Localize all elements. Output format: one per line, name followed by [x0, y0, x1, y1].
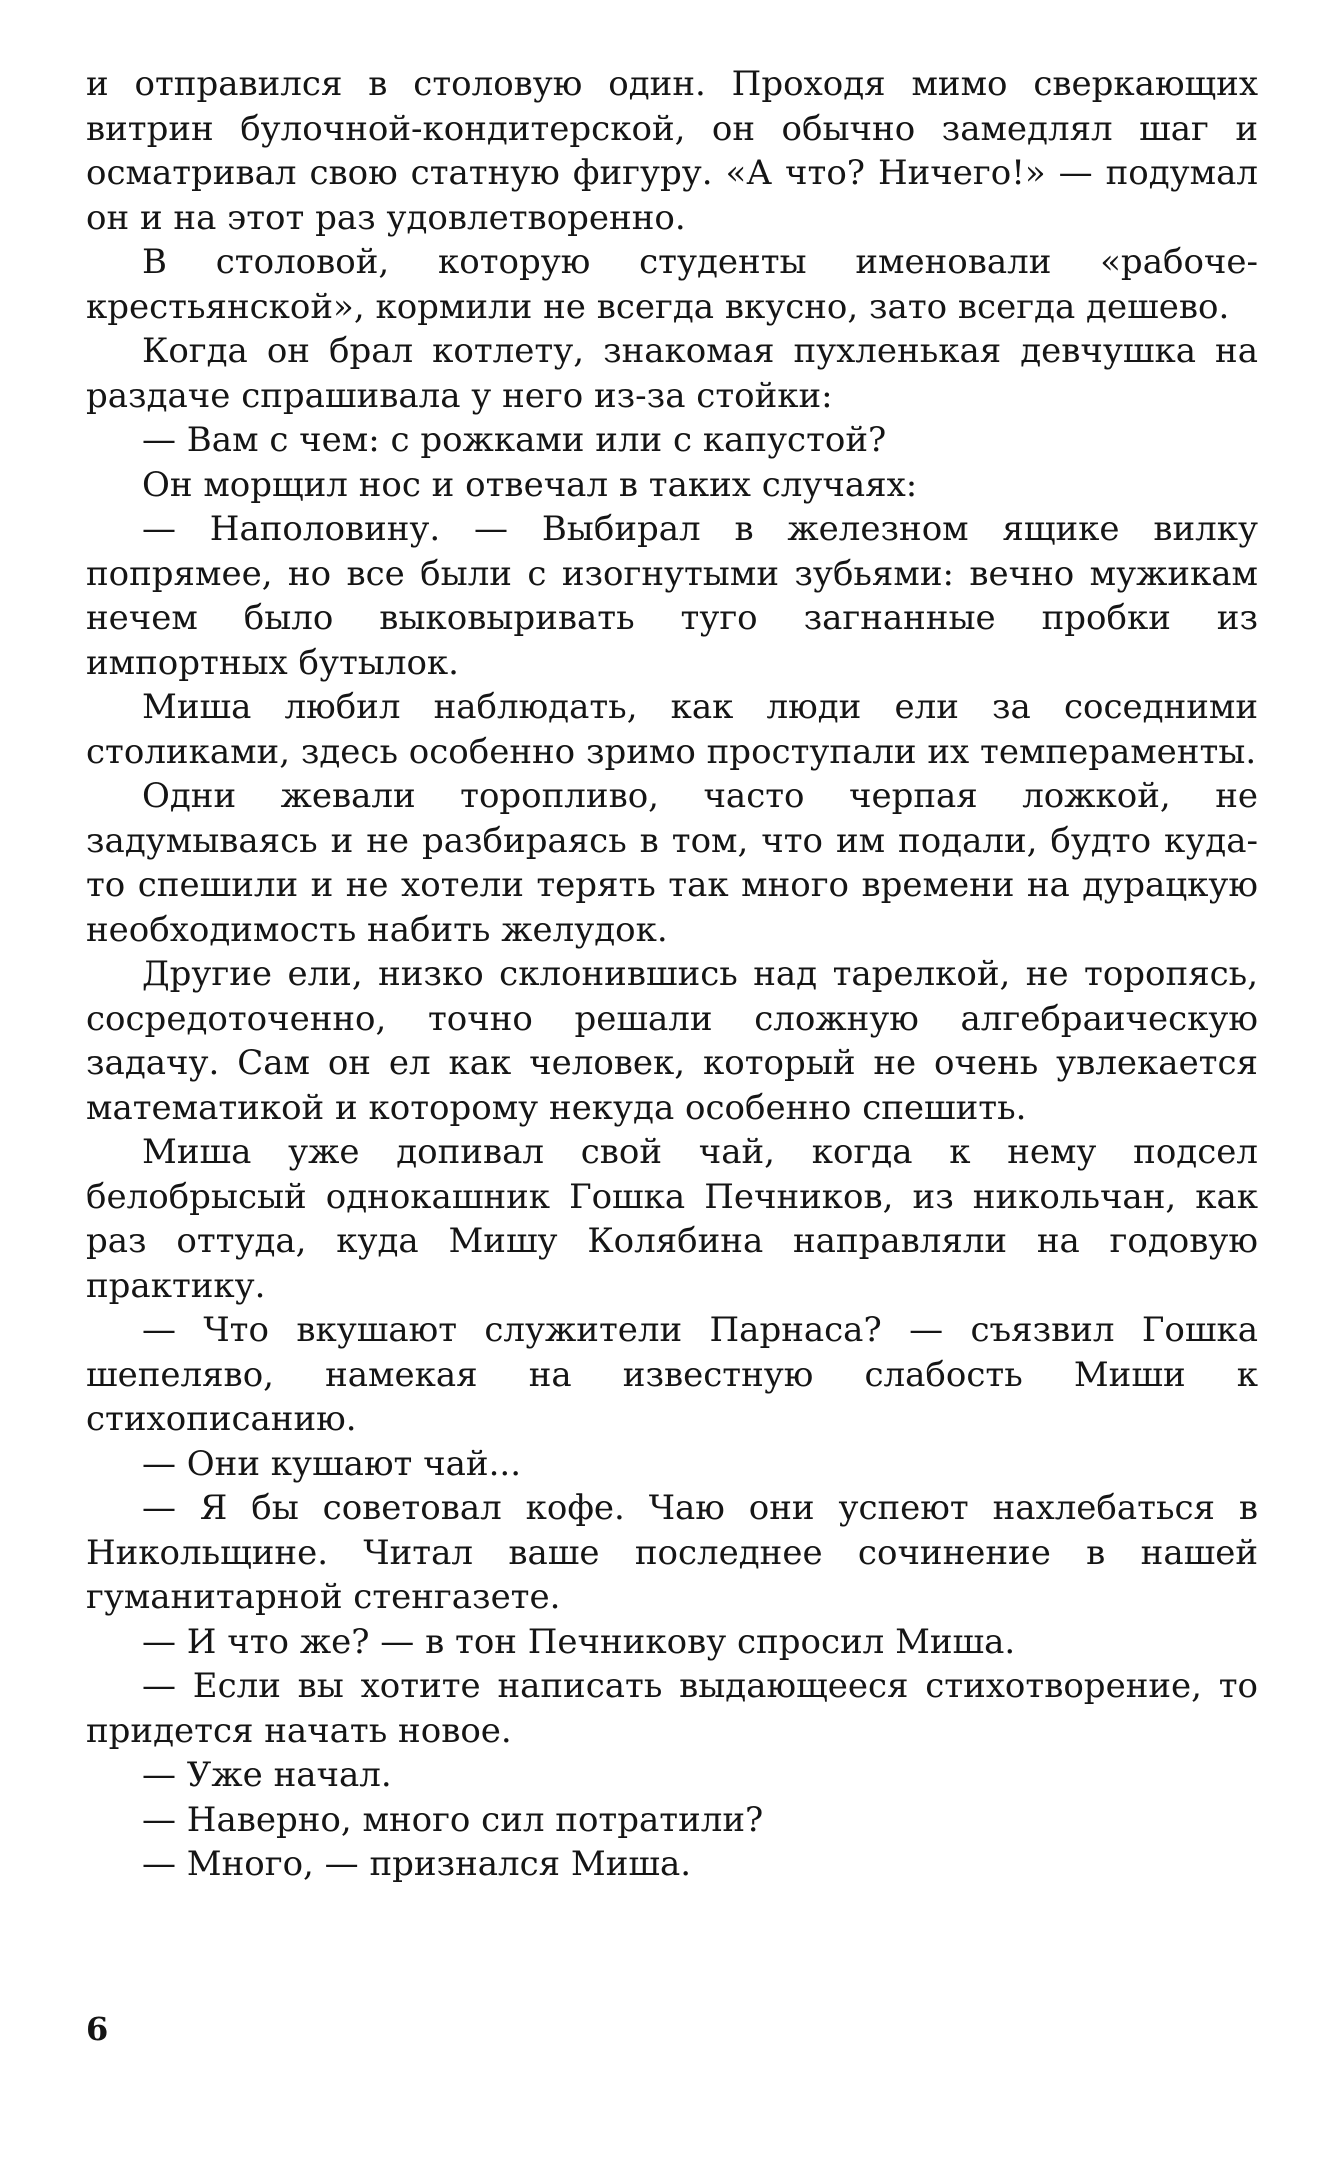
- paragraph: Он морщил нос и отвечал в таких случаях:: [142, 464, 918, 505]
- dialogue-line: — Я бы советовал кофе. Чаю они успеют нахлебаться в Никольщине. Читал ваше последнее сочинение в нашей гуманитарной стенгазете.: [86, 1488, 1258, 1617]
- paragraph: и отправился в столовую один. Проходя мимо сверкающих витрин булочной-кондитерской, он обычно замедлял шаг и осматривал свою статную фигуру. «А что? Ничего!» — подумал он и на этот раз удовлетворенно.: [86, 64, 1258, 238]
- paragraph: В столовой, которую студенты именовали «рабоче-крестьянской», кормили не всегда вкусно, зато всегда дешево.: [86, 242, 1258, 327]
- dialogue-line: — Что вкушают служители Парнаса? — съязвил Гошка шепеляво, намекая на известную слабость Миши к стихописанию.: [86, 1310, 1258, 1439]
- dialogue-line: — Наполовину. — Выбирал в железном ящике вилку попрямее, но все были с изогнутыми зубьями: вечно мужикам нечем было выковыривать туго загнанные пробки из импортных бутылок.: [86, 509, 1258, 683]
- dialogue-line: — Наверно, много сил потратили?: [142, 1799, 764, 1840]
- dialogue-line: — Вам с чем: с рожками или с капустой?: [142, 420, 887, 460]
- dialogue-line: — Много, — признался Миша.: [142, 1844, 692, 1884]
- paragraph: Когда он брал котлету, знакомая пухленькая девчушка на раздаче спрашивала у него из-за стойки:: [86, 331, 1258, 416]
- paragraph: Другие ели, низко склонившись над тарелкой, не торопясь, сосредоточенно, точно решали сложную алгебраическую задачу. Сам он ел как человек, который не очень увлекается математикой и которому некуда особенно спешить.: [86, 954, 1258, 1128]
- dialogue-line: — Если вы хотите написать выдающееся стихотворение, то придется начать новое.: [86, 1666, 1258, 1751]
- paragraph: Миша уже допивал свой чай, когда к нему подсел белобрысый однокашник Гошка Печников, из никольчан, как раз оттуда, куда Мишу Колябина направляли на годовую практику.: [86, 1132, 1258, 1306]
- dialogue-line: — Они кушают чай...: [142, 1443, 521, 1484]
- page-number: 6: [86, 2010, 109, 2048]
- page-body: [86, 62, 1258, 1887]
- paragraph: Миша любил наблюдать, как люди ели за соседними столиками, здесь особенно зримо проступали их темпераменты.: [86, 687, 1258, 772]
- dialogue-line: — Уже начал.: [142, 1755, 392, 1795]
- dialogue-line: — И что же? — в тон Печникову спросил Миша.: [142, 1621, 1016, 1662]
- paragraph: Одни жевали торопливо, часто черпая ложкой, не задумываясь и не разбираясь в том, что им подали, будто куда-то спешили и не хотели терять так много времени на дурацкую необходимость набить желудок.: [86, 776, 1258, 950]
